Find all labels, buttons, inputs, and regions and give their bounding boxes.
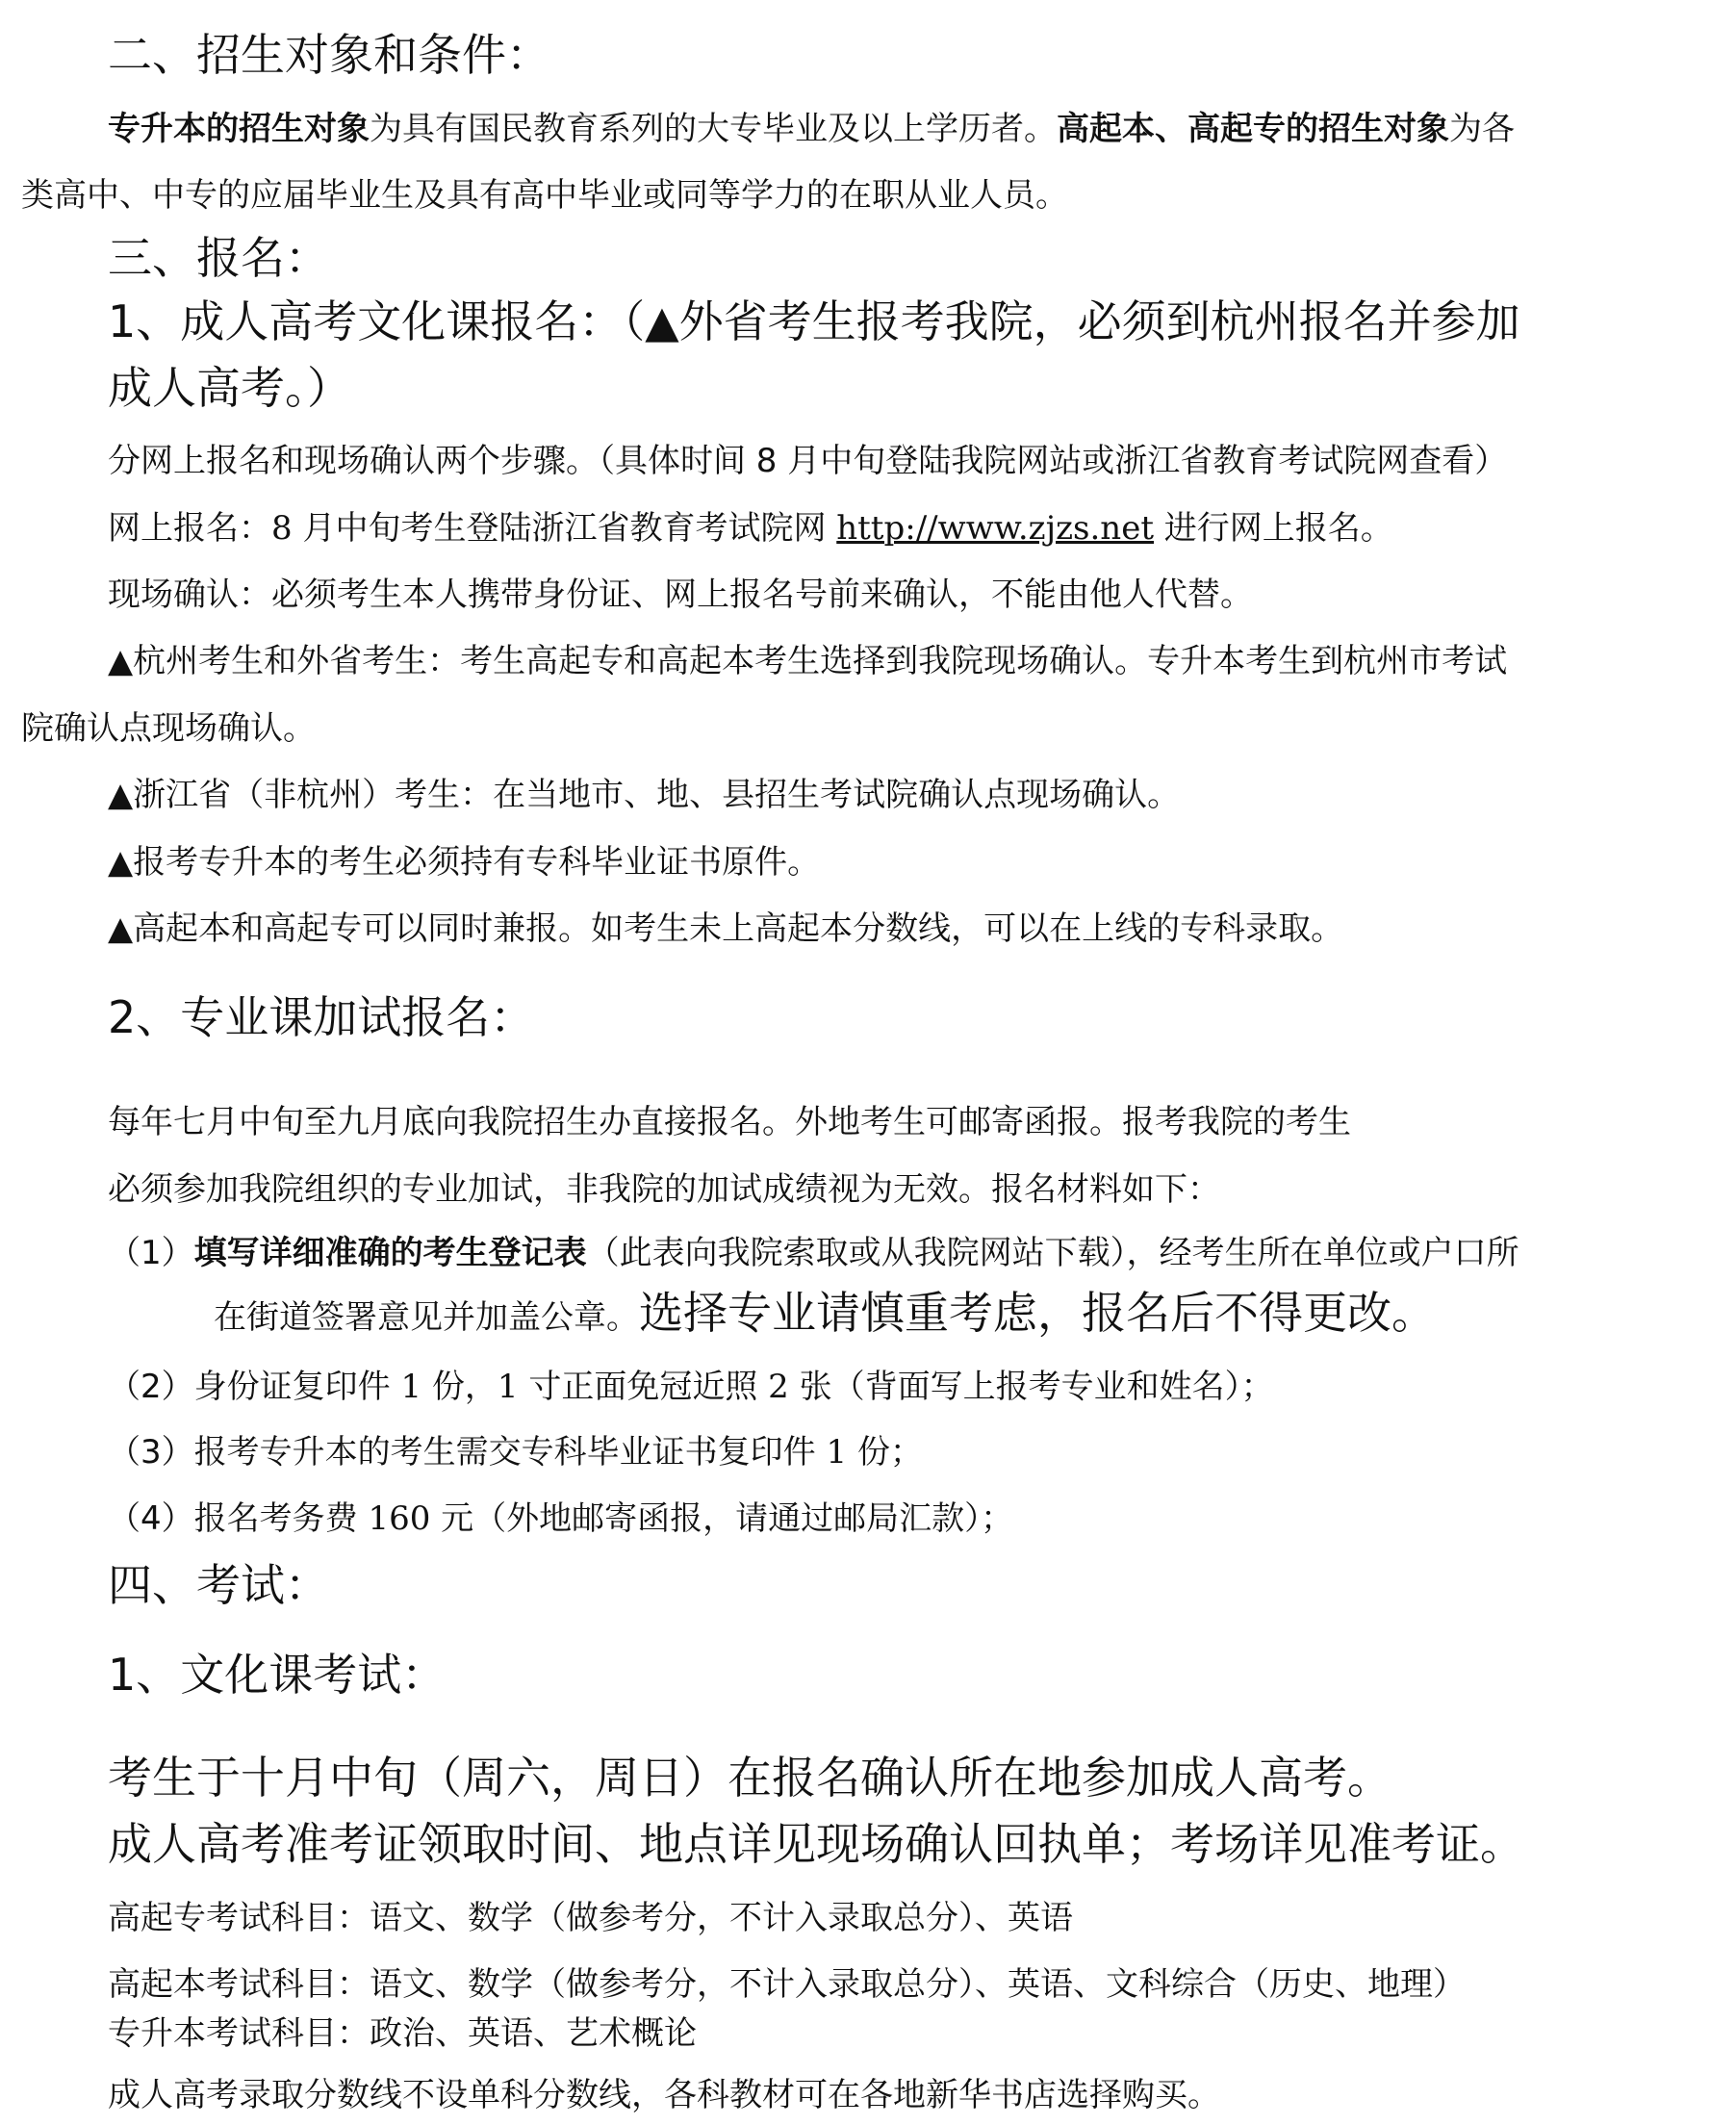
subheading-cultural-exam: 1、文化课考试：	[108, 1649, 447, 1701]
section-heading-3: 三、报名：	[108, 232, 329, 284]
online-registration-text: 8 月中旬考生登陆浙江省教育考试院网	[271, 509, 837, 548]
zhejiang-candidates-label: ▲浙江省（非杭州）考生：	[108, 776, 494, 814]
exam-website-link[interactable]: http://www.zjzs.net	[836, 509, 1154, 548]
material-item-2-number: （2）	[108, 1368, 194, 1406]
eligibility-text-zsb: 为具有国民教育系列的大专毕业及以上学历者。	[370, 110, 1057, 148]
material-item-1-bold: 填写详细准确的考生登记表	[193, 1234, 587, 1272]
material-item-1-number: （1）	[108, 1234, 194, 1272]
subjects-gqb: 高起本考试科目：语文、数学（做参考分，不计入录取总分）、英语、文科综合（历史、地理）	[108, 1965, 1466, 2004]
onsite-confirmation	[108, 576, 1253, 614]
eligibility-line-2: 类高中、中专的应届毕业生及具有高中毕业或同等学力的在职从业人员。	[21, 176, 1068, 215]
admission-ticket-notice: 成人高考准考证领取时间、地点详见现场确认回执单；考场详见准考证。	[108, 1818, 1524, 1870]
eligibility-label-zsb: 专升本的招生对象	[108, 110, 370, 148]
professional-registration-line-2: 必须参加我院组织的专业加试，非我院的加试成绩视为无效。报名材料如下：	[108, 1170, 1220, 1209]
online-registration-text-end: 进行网上报名。	[1154, 509, 1393, 548]
note-dual-application: ▲高起本和高起专可以同时兼报。如考生未上高起本分数线，可以在上线的专科录取。	[108, 909, 1344, 948]
hangzhou-candidates-cont: 院确认点现场确认。	[21, 709, 316, 748]
admission-score-note: 成人高考录取分数线不设单科分数线，各科教材可在各地新华书店选择购买。	[108, 2076, 1220, 2114]
material-item-1-text-cont: 在街道签署意见并加盖公章。	[214, 1298, 639, 1337]
zhejiang-candidates	[108, 776, 1181, 814]
online-registration	[108, 509, 1393, 548]
hangzhou-candidates-label: ▲杭州考生和外省考生：	[108, 642, 461, 680]
hangzhou-candidates	[108, 642, 1508, 680]
material-item-1-warning: 选择专业请慎重考虑，报名后不得更改。	[639, 1287, 1436, 1339]
subjects-zsb: 专升本考试科目：政治、英语、艺术概论	[108, 2014, 697, 2053]
onsite-confirmation-text: 必须考生本人携带身份证、网上报名号前来确认，不能由他人代替。	[271, 576, 1253, 614]
hangzhou-candidates-text: 考生高起专和高起本考生选择到我院现场确认。专升本考生到杭州市考试	[460, 642, 1508, 680]
material-item-2	[108, 1368, 1274, 1406]
subheading-cultural-registration-cont: 成人高考。）	[108, 362, 351, 414]
online-registration-label: 网上报名：	[108, 509, 271, 548]
eligibility-label-gqb: 高起本、高起专的招生对象	[1057, 110, 1449, 148]
section-heading-2: 二、招生对象和条件：	[108, 29, 550, 81]
section-heading-4: 四、考试：	[108, 1559, 329, 1611]
material-item-4-text: 报名考务费 160 元（外地邮寄函报，请通过邮局汇款）；	[193, 1499, 1014, 1538]
material-item-3-number: （3）	[108, 1433, 194, 1472]
material-item-4-number: （4）	[108, 1499, 194, 1538]
material-item-1	[108, 1234, 1519, 1272]
note-diploma-original: ▲报考专升本的考生必须持有专科毕业证书原件。	[108, 843, 821, 882]
material-item-3	[108, 1433, 923, 1472]
onsite-confirmation-label: 现场确认：	[108, 576, 271, 614]
material-item-2-text: 身份证复印件 1 份，1 寸正面免冠近照 2 张（背面写上报考专业和姓名）；	[193, 1368, 1274, 1406]
zhejiang-candidates-text: 在当地市、地、县招生考试院确认点现场确认。	[493, 776, 1181, 814]
exam-date-notice: 考生于十月中旬（周六，周日）在报名确认所在地参加成人高考。	[108, 1752, 1391, 1804]
eligibility-line-1	[108, 110, 1515, 148]
material-item-4	[108, 1499, 1014, 1538]
eligibility-text-gqb: 为各	[1449, 110, 1515, 148]
material-item-1-cont	[214, 1287, 1436, 1339]
subjects-gqz: 高起专考试科目：语文、数学（做参考分，不计入录取总分）、英语	[108, 1899, 1073, 1937]
material-item-1-text: （此表向我院索取或从我院网站下载），经考生所在单位或户口所	[586, 1234, 1519, 1272]
subheading-professional-registration: 2、专业课加试报名：	[108, 991, 535, 1043]
subheading-cultural-registration: 1、成人高考文化课报名：（▲外省考生报考我院，必须到杭州报名并参加	[108, 295, 1520, 347]
professional-registration-line-1: 每年七月中旬至九月底向我院招生办直接报名。外地考生可邮寄函报。报考我院的考生	[108, 1103, 1351, 1141]
registration-steps: 分网上报名和现场确认两个步骤。（具体时间 8 月中旬登陆我院网站或浙江省教育考试院网查看）	[108, 442, 1508, 480]
material-item-3-text: 报考专升本的考生需交专科毕业证书复印件 1 份；	[193, 1433, 923, 1472]
